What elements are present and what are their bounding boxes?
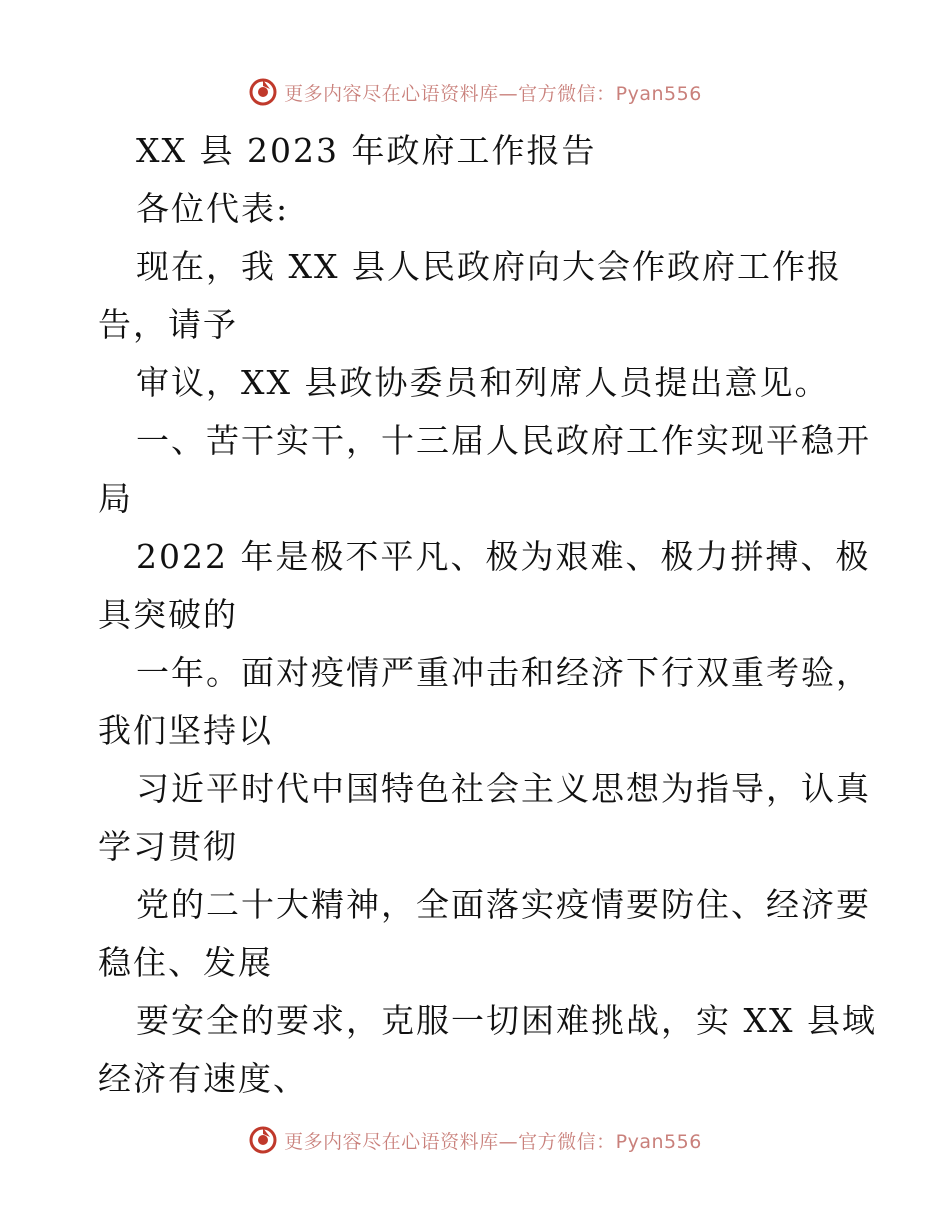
footer-watermark-banner: [0, 1120, 950, 1160]
paragraph-line: 审议，XX 县政协委员和列席人员提出意见。: [136, 363, 830, 402]
brand-logo-icon: [248, 1125, 278, 1155]
paragraph-line: 要安全的要求，克服一切困难挑战，实 XX 县域: [136, 1001, 877, 1040]
paragraph-line: 习近平时代中国特色社会主义思想为指导，认真: [136, 769, 871, 808]
footer-watermark-text: 更多内容尽在心语资料库—官方微信：Pyan556: [284, 1130, 702, 1153]
paragraph-line: 稳住、发展: [98, 943, 273, 982]
paragraph-line: 经济有速度、: [98, 1059, 308, 1098]
paragraph-line: 我们坚持以: [98, 711, 273, 750]
paragraph-line: 现在，我 XX 县人民政府向大会作政府工作报: [136, 247, 842, 286]
salutation: 各位代表:: [136, 189, 290, 228]
document-body: [98, 122, 877, 1108]
paragraph-line: 2022 年是极不平凡、极为艰难、极力拼搏、极: [136, 537, 871, 576]
paragraph-line: 学习贯彻: [98, 827, 238, 866]
paragraph-line: 具突破的: [98, 595, 238, 634]
document-title: XX 县 2023 年政府工作报告: [136, 131, 597, 170]
paragraph-line: 党的二十大精神，全面落实疫情要防住、经济要: [136, 885, 871, 924]
brand-logo-icon: [248, 77, 278, 107]
section-heading-continued: 局: [98, 479, 133, 518]
paragraph-line: 一年。面对疫情严重冲击和经济下行双重考验，: [136, 653, 871, 692]
header-watermark-text: 更多内容尽在心语资料库—官方微信：Pyan556: [284, 82, 702, 105]
paragraph-line: 告，请予: [98, 305, 238, 344]
header-watermark-banner: [0, 72, 950, 112]
section-heading: 一、苦干实干，十三届人民政府工作实现平稳开: [136, 421, 871, 460]
